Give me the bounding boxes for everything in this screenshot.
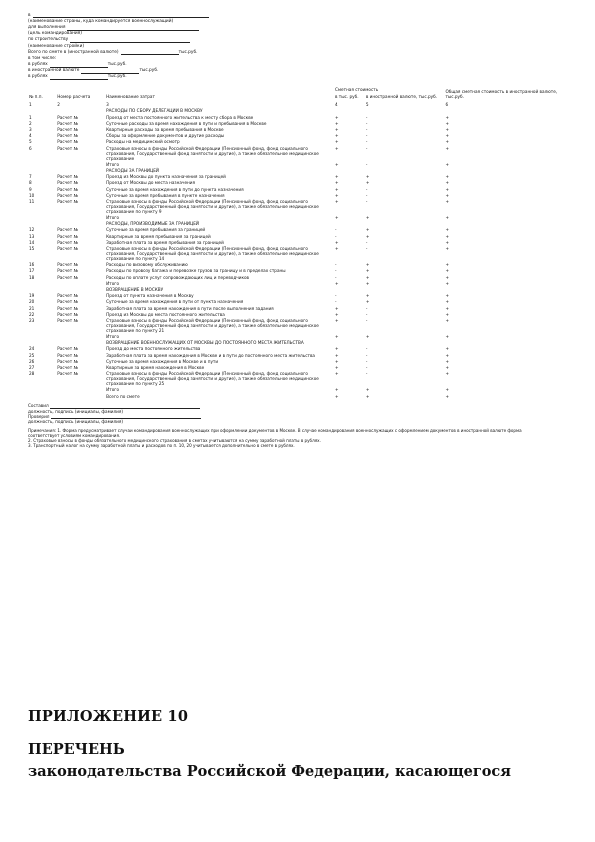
row-value-rub: +	[334, 139, 339, 145]
row-value-currency: -	[365, 114, 368, 120]
appendix-title: ПРИЛОЖЕНИЕ 10	[28, 708, 189, 725]
row-value-rub: +	[334, 387, 339, 393]
section-title: ВОЗВРАЩЕНИЕ В МОСКВУ	[106, 286, 164, 292]
row-value-currency: -	[365, 311, 368, 317]
row-number: 23	[29, 317, 35, 323]
row-number: 20	[29, 299, 35, 305]
row-value-total: +	[445, 334, 450, 340]
row-value-total: +	[445, 311, 450, 317]
row-value-total: +	[445, 274, 450, 280]
row-name: Расходы по провозу багажа и перевозке грузов за границу и в пределах страны	[106, 268, 286, 274]
row-value-total: +	[445, 161, 450, 167]
header-line-label: (цель командирования)	[28, 31, 82, 37]
estimate-form	[28, 12, 568, 449]
row-value-currency: -	[365, 139, 368, 145]
row-doc: Расчет №	[57, 127, 78, 132]
header-line-label: в рублях	[28, 74, 48, 80]
header-line-label: (наименование стройки)	[28, 43, 85, 49]
table-row	[28, 317, 568, 333]
total-row	[28, 393, 568, 399]
row-value-rub: +	[334, 239, 339, 245]
row-value-total: +	[445, 227, 450, 233]
section-title: ВОЗВРАЩЕНИЕ ВОЕННОСЛУЖАЩИХ ОТ МОСКВЫ ДО ПОСТОЯННОГО МЕСТА ЖИТЕЛЬСТВА	[106, 340, 304, 346]
row-value-rub: +	[334, 145, 339, 151]
row-name: Квартирные за время нахождения в Москве	[106, 365, 205, 370]
row-value-rub: +	[334, 305, 339, 311]
row-doc: Расчет №	[57, 133, 78, 139]
row-value-rub: -	[334, 262, 337, 268]
row-value-currency: -	[365, 352, 368, 358]
col-header-name: Наименование затрат	[106, 93, 155, 99]
row-value-currency: +	[365, 268, 370, 274]
row-name: Страховые взносы в фонды Российской Федерации (Пенсионный фонд, фонд социального страхования, Государственный фонд занятости и другие), а также обязательное медицинское страхование по пункту 9	[106, 198, 319, 214]
row-name: Суточные за время нахождения в пути от пункта назначения	[106, 299, 244, 305]
row-value-total: +	[445, 246, 450, 251]
row-number: 26	[29, 358, 35, 364]
row-value-rub: +	[334, 133, 339, 139]
fill-line	[33, 13, 209, 18]
table-row	[28, 198, 568, 214]
row-value-currency: +	[365, 233, 370, 239]
row-value-currency: -	[365, 186, 368, 192]
row-name: Итого	[106, 161, 120, 167]
row-value-total: +	[445, 233, 450, 239]
row-name: Суточные за время нахождения в пути до пункта назначения	[106, 186, 244, 192]
signer2-label: Проверил	[28, 413, 50, 419]
row-value-currency: +	[365, 180, 370, 186]
row-value-rub: +	[334, 174, 339, 180]
row-value-rub: +	[334, 192, 339, 198]
section-title: РАСХОДЫ, ПРОИЗВОДИМЫЕ ЗА ГРАНИЦЕЙ	[106, 221, 200, 227]
col-header-pay: Общая сметная стоимость в иностранной валюте, тыс.руб.	[445, 88, 558, 99]
row-value-rub: +	[334, 393, 339, 399]
row-value-rub: +	[334, 311, 339, 317]
list-subtitle: законодательства Российской Федерации, касающегося	[28, 763, 511, 780]
row-value-total: +	[445, 192, 450, 198]
row-value-currency: -	[365, 198, 368, 204]
unit-label: тыс.руб.	[107, 62, 127, 68]
row-name: Заработная плата за время пребывания за границей	[106, 239, 224, 245]
row-doc: Расчет №	[57, 311, 78, 317]
row-number: 5	[29, 139, 32, 145]
row-value-currency: +	[365, 174, 370, 180]
row-name: Итого	[106, 387, 120, 393]
row-name: Проезд из Москвы до пункта назначения за границей	[106, 174, 226, 180]
table-row	[28, 145, 568, 161]
row-doc: Расчет №	[57, 352, 78, 358]
table-header-row	[28, 86, 568, 102]
row-value-currency: -	[365, 161, 368, 167]
table-row	[28, 371, 568, 387]
row-value-total: +	[445, 299, 450, 305]
header-line-label: (наименование страны, куда командируется военнослужащий)	[28, 18, 174, 24]
row-number	[28, 393, 56, 399]
row-value-rub: +	[334, 114, 339, 120]
row-number: 10	[29, 192, 35, 198]
num-cell: 2	[57, 102, 60, 108]
row-value-total: +	[445, 145, 450, 151]
signer1-label: Составил	[28, 403, 49, 409]
row-name: Суточные за время нахождения в Москве и в пути	[106, 358, 219, 364]
row-value-currency: -	[365, 127, 368, 132]
header-line-label: в том числе:	[28, 55, 57, 61]
row-name: Итого	[106, 280, 120, 286]
row-doc: Расчет №	[57, 317, 78, 323]
row-value-total: +	[445, 305, 450, 311]
row-name: Квартирные за время пребывания за границей	[106, 233, 211, 239]
row-value-currency: -	[365, 371, 368, 377]
row-doc: Расчет №	[57, 262, 78, 268]
row-name: Расходы по оплате услуг сопровождающих лиц и переводчиков	[106, 274, 250, 280]
row-value-rub: -	[334, 274, 337, 280]
row-value-rub: -	[334, 268, 337, 274]
row-value-total: +	[445, 186, 450, 192]
row-value-rub: +	[334, 346, 339, 352]
row-value-currency: -	[365, 317, 368, 323]
row-value-rub: +	[334, 215, 339, 221]
row-value-rub: +	[334, 334, 339, 340]
row-number: 18	[29, 274, 35, 280]
row-value-rub: -	[334, 233, 337, 239]
row-number: 6	[29, 145, 32, 151]
row-value-currency: -	[365, 305, 368, 311]
row-name: Страховые взносы в фонды Российской Федерации (Пенсионный фонд, фонд социального страхования, Государственный фонд занятости и другие), а также обязательное медицинское страхование по пункту 21	[106, 317, 319, 333]
row-value-currency: +	[365, 393, 370, 399]
row-value-currency: -	[365, 246, 368, 251]
row-value-currency: +	[365, 280, 370, 286]
fill-line	[50, 75, 108, 80]
row-number: 16	[29, 262, 35, 268]
row-value-total: +	[445, 393, 450, 399]
num-cell: 4	[334, 102, 338, 108]
row-value-rub: +	[334, 317, 339, 323]
row-name: Проезд от Москвы до места назначения	[106, 180, 195, 186]
row-number: 14	[29, 239, 35, 245]
row-name: Суточные за время пребывания в пункте назначения	[106, 192, 225, 198]
row-doc: Расчет №	[57, 192, 78, 198]
row-value-rub: +	[334, 358, 339, 364]
fill-line	[121, 50, 179, 55]
row-number: 22	[29, 311, 35, 317]
row-doc: Расчет №	[57, 268, 78, 274]
form-header	[28, 12, 568, 80]
num-cell: 3	[106, 102, 109, 108]
row-name: Расходы по визовому обслуживанию	[106, 262, 188, 268]
header-line-label: в	[28, 12, 31, 18]
row-value-total: +	[445, 133, 450, 139]
fill-line	[67, 26, 199, 31]
row-name: Всего по смете	[106, 393, 140, 399]
row-name: Расходы на медицинский осмотр	[106, 139, 180, 145]
row-name: Проезд от места постоянного жительства к месту сбора в Москве	[106, 114, 254, 120]
row-value-currency: +	[365, 227, 370, 233]
row-name: Суточные расходы за время нахождения в пути и пребывания в Москве	[106, 120, 267, 126]
row-value-total: +	[445, 387, 450, 393]
row-name: Проезд от пункта назначения в Москву	[106, 293, 194, 299]
row-doc: Расчет №	[57, 180, 78, 186]
row-doc: Расчет №	[57, 346, 78, 352]
row-number: 12	[29, 227, 35, 233]
row-value-rub: +	[334, 365, 339, 370]
row-number: 13	[29, 233, 35, 239]
row-doc: Расчет №	[57, 114, 78, 120]
row-doc: Расчет №	[57, 198, 78, 204]
signature-line	[50, 404, 200, 409]
header-line	[28, 74, 568, 80]
row-value-total: +	[445, 180, 450, 186]
row-value-rub: -	[334, 293, 337, 299]
row-value-total: +	[445, 262, 450, 268]
row-doc: Расчет №	[57, 239, 78, 245]
row-number: 24	[29, 346, 35, 352]
row-number: 28	[29, 371, 35, 377]
note-line: 3. Транспортный налог на сумму заработной платы и расходов по п. 10, 20 учитывается дополнительно в смете в рублях.	[28, 443, 295, 449]
row-name: Заработная плата за время нахождения в пути после выполнения задания	[106, 305, 274, 311]
row-number: 11	[29, 198, 35, 204]
num-cell: 1	[29, 102, 32, 108]
row-doc: Расчет №	[57, 139, 78, 145]
row-doc: Расчет №	[57, 186, 78, 192]
row-value-rub: +	[334, 127, 339, 132]
row-value-total: +	[445, 371, 450, 377]
row-value-currency: -	[365, 358, 368, 364]
row-value-total: +	[445, 120, 450, 126]
row-value-rub: -	[334, 227, 337, 233]
row-number: 4	[29, 133, 32, 139]
row-number: 21	[29, 305, 35, 311]
unit-label: тыс.руб.	[178, 49, 198, 55]
col-header-cost-group: Сметная стоимость	[334, 86, 379, 92]
signer2-caption: должность, подпись (инициалы, фамилия)	[28, 419, 124, 425]
row-value-total: +	[445, 239, 450, 245]
row-doc: Расчет №	[57, 293, 78, 299]
row-value-rub: +	[334, 161, 339, 167]
row-value-rub: +	[334, 352, 339, 358]
row-number: 1	[29, 114, 32, 120]
estimate-table	[28, 86, 568, 399]
row-value-total: +	[445, 127, 450, 132]
header-line-label: для выполнения	[28, 24, 66, 30]
num-cell: 5	[365, 102, 369, 108]
row-value-currency: -	[365, 365, 368, 370]
note-line: 2. Страховые взносы в фонды обязательного медицинского страхования в сметах учитываются на сумму заработной платы в рублях.	[28, 438, 321, 444]
unit-label: тыс.руб.	[139, 68, 159, 74]
row-value-total: +	[445, 268, 450, 274]
row-value-currency: +	[365, 262, 370, 268]
row-name: Заработная плата за время нахождения в Москве и в пути до постоянного места жительства	[106, 352, 315, 358]
row-value-rub: +	[334, 198, 339, 204]
row-number: 9	[29, 186, 32, 192]
row-doc: Расчет №	[57, 145, 78, 151]
row-doc: Расчет №	[57, 227, 78, 233]
row-name: Страховые взносы в фонды Российской Федерации (Пенсионный фонд, фонд социального страхования, Государственный фонд занятости и другие), а также обязательное медицинское страхование по пункту 14	[106, 246, 319, 261]
row-number: 15	[29, 246, 35, 251]
row-value-rub: -	[334, 299, 337, 305]
header-line-label: в иностранной валюте	[28, 68, 80, 74]
row-doc: Расчет №	[57, 120, 78, 126]
row-name: Страховые взносы в фонды Российской Федерации (Пенсионный фонд, фонд социального страхования, Государственный фонд занятости и другие), а также обязательное медицинское страхование по пункту 25	[106, 371, 319, 387]
col-header-doc: Номер расчета	[57, 93, 91, 99]
row-name: Итого	[106, 215, 120, 221]
row-value-rub: +	[334, 371, 339, 377]
row-value-total: +	[445, 293, 450, 299]
fill-line	[50, 63, 108, 68]
row-value-currency: -	[365, 346, 368, 352]
row-value-currency: -	[365, 192, 368, 198]
row-name: Квартирные расходы за время пребывания в Москве	[106, 127, 224, 132]
row-value-rub: +	[334, 186, 339, 192]
row-number: 7	[29, 174, 32, 180]
row-value-total: +	[445, 114, 450, 120]
row-value-total: +	[445, 346, 450, 352]
row-value-currency: -	[365, 120, 368, 126]
row-name: Страховые взносы в фонды Российской Федерации (Пенсионный фонд, фонд социального страхования, Государственный фонд занятости и другие), а также обязательное медицинское страхование	[106, 145, 319, 161]
row-value-total: +	[445, 358, 450, 364]
row-value-total: +	[445, 280, 450, 286]
row-name: Проезд из Москвы до места постоянного жительства	[106, 311, 225, 317]
row-name: Суточные за время пребывания за границей	[106, 227, 206, 233]
row-value-total: +	[445, 317, 450, 323]
row-value-currency: -	[365, 133, 368, 139]
row-value-currency: +	[365, 293, 370, 299]
row-doc: Расчет №	[57, 299, 78, 305]
row-doc: Расчет №	[57, 371, 78, 377]
row-value-currency: +	[365, 299, 370, 305]
row-value-rub: +	[334, 180, 339, 186]
row-doc: Расчет №	[57, 365, 78, 370]
row-value-rub: +	[334, 280, 339, 286]
row-number: 19	[29, 293, 35, 299]
section-title: РАСХОДЫ ПО СБОРУ ДЕЛЕГАЦИИ В МОСКВУ	[106, 108, 203, 114]
row-value-total: +	[445, 365, 450, 370]
row-value-rub: +	[334, 246, 339, 251]
row-doc: Расчет №	[57, 358, 78, 364]
num-cell: 6	[445, 102, 449, 108]
col-header-v1	[334, 86, 379, 102]
row-value-currency: +	[365, 387, 370, 393]
header-line-label: в рублях	[28, 62, 48, 68]
fill-line	[70, 38, 190, 43]
row-doc: Расчет №	[57, 233, 78, 239]
table-row	[28, 245, 568, 261]
row-name: Итого	[106, 334, 120, 340]
header-line-label: Всего по смете в (иностранной валюте)	[28, 49, 119, 55]
row-doc	[56, 393, 105, 399]
col-header-v2: в иностранной валюте, тыс.руб.	[365, 93, 438, 99]
section-title: РАСХОДЫ ЗА ГРАНИЦЕЙ	[106, 167, 160, 173]
row-number: 25	[29, 352, 35, 358]
col-header-v1-label: в тыс. руб.	[334, 93, 359, 99]
row-value-total: +	[445, 139, 450, 145]
row-number: 17	[29, 268, 35, 274]
row-number: 27	[29, 365, 35, 370]
row-value-currency: +	[365, 215, 370, 221]
note-line: Примечания: 1. Форма предусматривает случаи командирования военнослужащих при оформлении документов в Москве. В случае командирования военнослужащих с оформлением документов в иностранной валюте форма соответствует условиям командирования.	[28, 427, 522, 438]
signer1-caption: должность, подпись (инициалы, фамилия)	[28, 408, 124, 414]
row-doc: Расчет №	[57, 174, 78, 180]
row-name: Сборы за оформление документов и другие расходы	[106, 133, 225, 139]
list-heading: ПЕРЕЧЕНЬ	[28, 741, 125, 758]
notes	[28, 428, 548, 449]
header-line-label: по строительству	[28, 37, 69, 43]
row-number: 2	[29, 120, 32, 126]
row-doc: Расчет №	[57, 246, 78, 251]
row-name: Проезд до места постоянного жительства	[106, 346, 201, 352]
row-value-total: +	[445, 352, 450, 358]
col-header-n: № п.п.	[29, 93, 43, 99]
signatures	[28, 403, 568, 425]
unit-label: тыс.руб.	[107, 74, 127, 80]
row-value-rub: +	[334, 120, 339, 126]
row-number: 3	[29, 127, 32, 132]
row-value-currency: -	[365, 239, 368, 245]
row-doc: Расчет №	[57, 305, 78, 311]
row-doc: Расчет №	[57, 274, 78, 280]
row-value-total: +	[445, 198, 450, 204]
row-value-total: +	[445, 174, 450, 180]
row-number: 8	[29, 180, 32, 186]
row-value-currency: -	[365, 145, 368, 151]
row-value-currency: +	[365, 274, 370, 280]
row-value-currency: +	[365, 334, 370, 340]
row-value-total: +	[445, 215, 450, 221]
